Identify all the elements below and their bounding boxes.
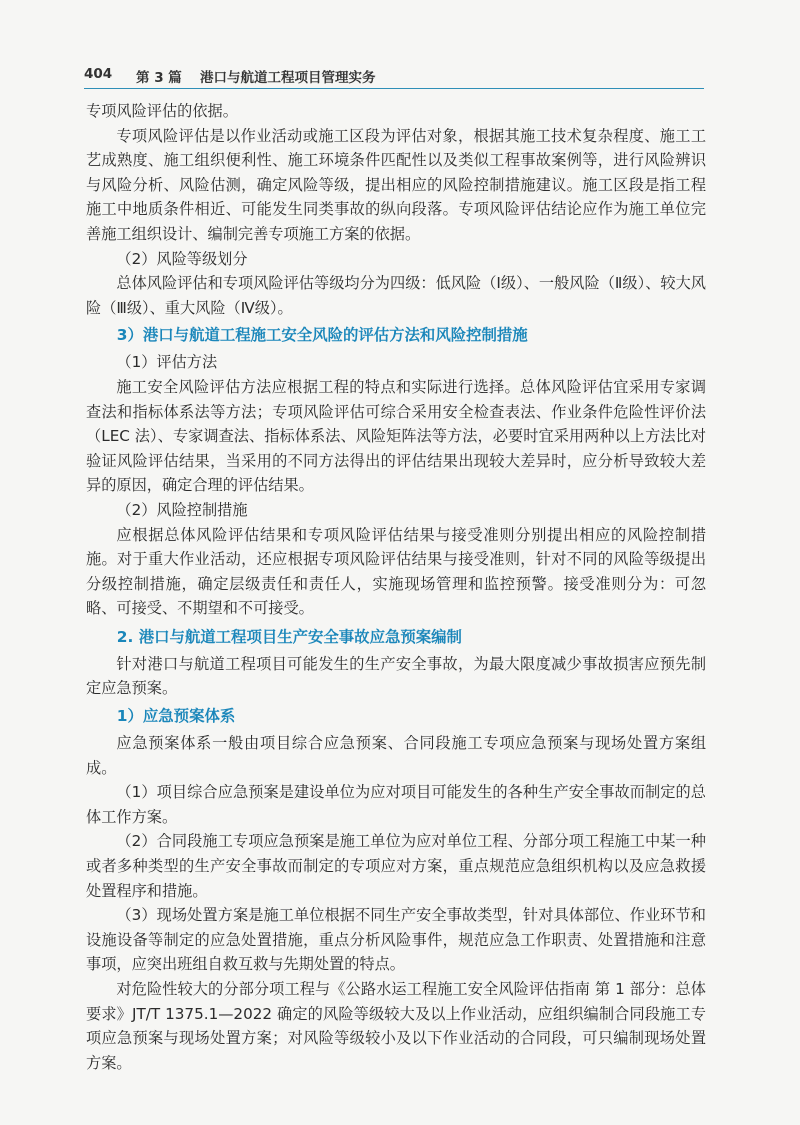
paragraph: 应急预案体系一般由项目综合应急预案、合同段施工专项应急预案与现场处置方案组成。 [86,734,706,777]
paragraph: 专项风险评估的依据。 [86,102,238,120]
paragraph: 施工安全风险评估方法应根据工程的特点和实际进行选择。总体风险评估宜采用专家调查法和指标体系法等方法；专项风险评估可综合采用安全检查表法、作业条件危险性评价法（LEC 法）、专家调查法、指标体系法、风险矩阵法等方法，必要时宜采用两种以上方法比对验证风险评估结果，当采用的不同方法得出的评估结果出现较大差异时，应分析导致较大差异的原因，确定合理的评估结果。 [86,377,706,495]
paragraph: （3）现场处置方案是施工单位根据不同生产安全事故类型，针对具体部位、作业环节和设施设备等制定的应急处置措施，重点分析风险事件，规范应急工作职责、处置措施和注意事项，应突出班组自救互救与先期处置的特点。 [86,906,706,974]
paragraph: 专项风险评估是以作业活动或施工区段为评估对象，根据其施工技术复杂程度、施工工艺成熟度、施工组织便利性、施工环境条件匹配性以及类似工程事故案例等，进行风险辨识与风险分析、风险估测，确定风险等级，提出相应的风险控制措施建议。施工区段是指工程施工中地质条件相近、可能发生同类事故的纵向段落。专项风险评估结论应作为施工单位完善施工组织设计、编制完善专项施工方案的依据。 [86,126,706,243]
paragraph: （1）项目综合应急预案是建设单位为应对项目可能发生的各种生产安全事故而制定的总体工作方案。 [86,783,706,826]
subheading: （1）评估方法 [116,353,218,372]
paragraph: 应根据总体风险评估结果和专项风险评估结果与接受准则分别提出相应的风险控制措施。对于重大作业活动，还应根据专项风险评估结果与接受准则，针对不同的风险等级提出分级控制措施，确定层级责任和责任人，实施现场管理和监控预警。接受准则分为：可忽略、可接受、不期望和不可接受。 [86,525,706,618]
subheading: （2）风险控制措施 [116,500,248,519]
subheading: （2）风险等级划分 [116,249,248,268]
header-title: 港口与航道工程项目管理实务 [200,70,376,86]
paragraph: 对危险性较大的分部分项工程与《公路水运工程施工安全风险评估指南 第 1 部分：总体要求》JT/T 1375.1—2022 确定的风险等级较大及以上作业活动，应组织编制合同段施工专项应急预案与现场处置方案；对风险等级较小及以下作业活动的合同段，可只编制现场处置方案。 [86,980,706,1072]
section-heading: 3）港口与航道工程施工安全风险的评估方法和风险控制措施 [116,326,528,345]
paragraph: 针对港口与航道工程项目可能发生的生产安全事故，为最大限度减少事故损害应预先制定应急预案。 [86,654,706,698]
page-number: 404 [84,66,113,82]
running-header [84,62,704,89]
section-heading: 1）应急预案体系 [116,707,236,726]
section-heading: 2. 港口与航道工程项目生产安全事故应急预案编制 [116,627,462,646]
part-label: 第 3 篇 [136,70,182,86]
page-body [86,99,706,1075]
paragraph: 总体风险评估和专项风险评估等级均分为四级：低风险（Ⅰ级）、一般风险（Ⅱ级）、较大风险（Ⅲ级）、重大风险（Ⅳ级）。 [86,274,706,317]
paragraph: （2）合同段施工专项应急预案是施工单位为应对单位工程、分部分项工程施工中某一种或者多种类型的生产安全事故而制定的专项应对方案，重点规范应急组织机构以及应急救援处置程序和措施。 [86,832,706,900]
